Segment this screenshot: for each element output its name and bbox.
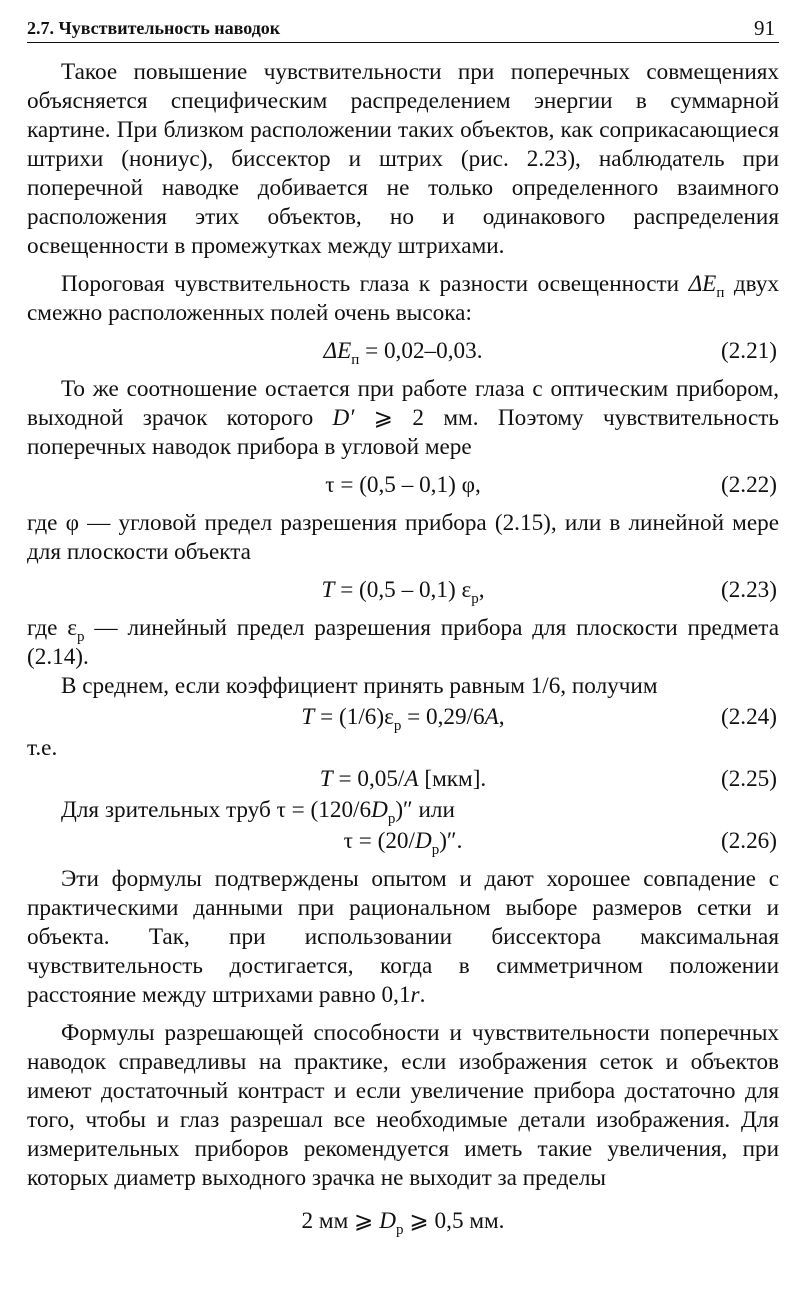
text-run: То же соотношение остается при работе глаза с оптическим прибором, выходной зрачок которого (27, 376, 779, 431)
formula-text: = 0,02–0,03. (359, 338, 483, 364)
math-symbol: T (301, 704, 315, 730)
subscript: p (471, 591, 479, 607)
equation-number: (2.23) (720, 577, 777, 603)
formula-text: [мкм]. (418, 766, 487, 792)
subscript: п (351, 352, 360, 368)
formula-text: = (0,5 – 0,1) ε (334, 577, 472, 603)
math-symbol: T (319, 766, 333, 792)
text-run: — линейный предел разрешения прибора для плоскости предмета (2.14). (27, 615, 779, 670)
math-symbol: ΔE (688, 271, 717, 297)
math-symbol: D (414, 828, 432, 854)
text-run: )″ или (395, 797, 455, 823)
subscript: p (77, 629, 85, 645)
equation-number: (2.24) (720, 704, 777, 730)
paragraph (27, 796, 779, 825)
formula (27, 827, 779, 856)
math-symbol: T (321, 577, 335, 603)
formula-text: , (478, 577, 485, 603)
math-symbol: A (484, 704, 499, 730)
formula-text: 2 мм ⩾ (301, 1208, 380, 1234)
equation-exit-pupil (27, 1207, 779, 1236)
equation-number: (2.26) (720, 828, 777, 854)
formula-text: τ = (20/ (343, 828, 415, 854)
formula (27, 765, 779, 794)
subscript: p (393, 718, 402, 734)
formula (27, 576, 779, 605)
subscript: p (431, 842, 440, 858)
paragraph: где φ — угловой предел разрешения прибора (2.15), или в линейной мере для плоскости объекта (27, 510, 779, 565)
text-run: где ε (27, 615, 78, 641)
math-symbol: ΔE (323, 338, 352, 364)
paragraph (27, 614, 779, 672)
formula (27, 1207, 779, 1236)
formula-text: ⩾ 0,5 мм. (403, 1208, 505, 1234)
equation-2-25 (27, 765, 779, 794)
formula-text: , (498, 704, 505, 730)
formula-text: = 0,29/6 (401, 704, 485, 730)
equation-2-21 (27, 337, 779, 366)
page-number: 91 (754, 16, 775, 40)
equation-2-26 (27, 827, 779, 856)
text-run: Для зрительных труб τ = (120/6 (61, 797, 372, 823)
body-text (27, 58, 779, 1245)
formula (27, 337, 779, 366)
math-symbol: A (404, 766, 419, 792)
math-symbol: D′ (332, 405, 355, 431)
subscript: p (396, 1222, 404, 1238)
formula-text: = (1/6)ε (314, 704, 394, 730)
subscript: p (387, 811, 396, 827)
equation-number: (2.21) (720, 338, 777, 364)
text-run: двух смежно расположенных полей очень высока: (27, 271, 780, 326)
equation-number: (2.25) (720, 766, 777, 792)
text-run: . (419, 982, 426, 1008)
paragraph: Формулы разрешающей способности и чувствительности поперечных наводок справедливы на практике, если изображения сеток и объектов имеют достаточный контраст и если увеличение прибора достаточно для того, чтобы и глаз разрешал все необходимые детали изображения. Для измерительных приборов рекомендуется иметь такие увеличения, при которых диаметр выходного зрачка не выходит за пределы (27, 1020, 779, 1191)
paragraph (27, 270, 779, 328)
formula: τ = (0,5 – 0,1) φ, (325, 472, 481, 498)
paragraph: т.е. (27, 735, 58, 761)
section-title: 2.7. Чувствительность наводок (27, 18, 281, 38)
formula (27, 703, 779, 732)
paragraph: Такое повышение чувствительности при поперечных совмещениях объясняется специфическим распределением энергии в суммарной картине. При близком расположении таких объектов, как соприкасающиеся штрихи (нониус), биссектор и штрих (рис. 2.23), наблюдатель при поперечной наводке добивается не только определенного взаимного расположения этих объектов, но и одинакового распределения освещенности в промежутках между штрихами. (27, 59, 779, 259)
running-header (27, 12, 779, 43)
equation-2-24 (27, 703, 779, 732)
text-run: Эти формулы подтверждены опытом и дают хорошее совпадение с практическими данными при рациональном выборе размеров сетки и объекта. Так, при использовании биссектора максимальная чувствительность достигается, когда в симметричном положении расстояние между штрихами равно 0,1 (27, 866, 779, 1008)
equation-2-23 (27, 576, 779, 605)
paragraph: В среднем, если коэффициент принять равным 1/6, получим (61, 673, 658, 699)
math-symbol: D (379, 1208, 397, 1234)
text-run: Пороговая чувствительность глаза к разности освещенности (61, 271, 689, 297)
paragraph (27, 375, 779, 462)
paragraph (27, 865, 779, 1010)
math-symbol: r (410, 982, 420, 1008)
equation-number: (2.22) (720, 472, 777, 498)
math-symbol: D (371, 797, 388, 823)
equation-2-22 (27, 471, 779, 500)
subscript: п (716, 285, 725, 301)
formula-text: )″. (439, 828, 463, 854)
text-run: ⩾ 2 мм. Поэтому чувствительность поперечных наводок прибора в угловой мере (27, 405, 779, 460)
formula-text: = 0,05/ (332, 766, 405, 792)
